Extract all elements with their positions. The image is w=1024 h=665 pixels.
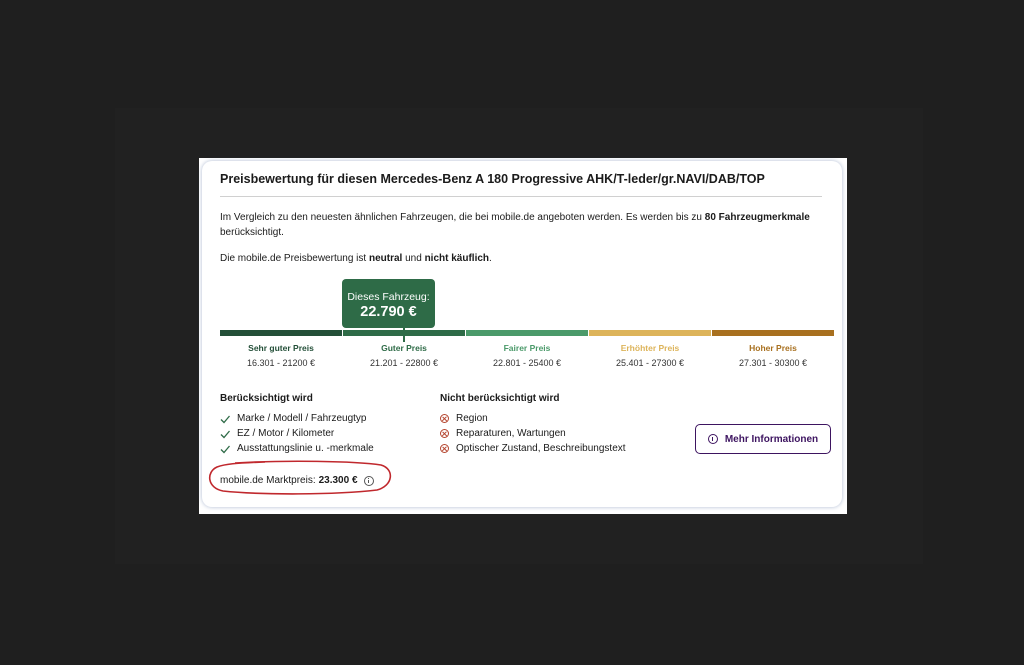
market-price-value: 23.300 € bbox=[318, 475, 358, 486]
rating-text-part: Die mobile.de Preisbewertung ist bbox=[220, 253, 369, 264]
price-scale-label: Erhöhter Preis bbox=[620, 343, 680, 353]
more-info-button[interactable] bbox=[695, 424, 831, 454]
not-considered-list bbox=[440, 411, 626, 456]
price-scale-label: Sehr guter Preis bbox=[248, 343, 314, 353]
price-scale-label: Hoher Preis bbox=[749, 343, 797, 353]
list-item bbox=[440, 426, 626, 441]
rating-text-part: . bbox=[489, 253, 492, 264]
list-item-label: Region bbox=[456, 413, 488, 424]
list-item-label: Marke / Modell / Fahrzeugtyp bbox=[237, 413, 367, 424]
price-scale-segment bbox=[466, 330, 588, 336]
price-scale-range: 27.301 - 30300 € bbox=[738, 358, 808, 368]
intro-text-bold: 80 Fahrzeugmerkmale bbox=[704, 212, 810, 223]
more-info-label: Mehr Informationen bbox=[724, 433, 819, 445]
list-item bbox=[220, 426, 374, 441]
vehicle-price-label: Dieses Fahrzeug: bbox=[347, 291, 430, 303]
not-considered-heading: Nicht berücksichtigt wird bbox=[440, 393, 560, 404]
list-item bbox=[220, 411, 374, 426]
rating-not-buyable: nicht käuflich bbox=[424, 253, 490, 264]
info-icon bbox=[708, 434, 718, 444]
vehicle-price-value: 22.790 € bbox=[360, 304, 417, 320]
check-icon bbox=[220, 444, 230, 454]
intro-text-part: Im Vergleich zu den neuesten ähnlichen Fahrzeugen, die bei mobile.de angeboten werden. Es werden bis zu bbox=[220, 212, 705, 223]
price-scale-range: 21.201 - 22800 € bbox=[369, 358, 439, 368]
price-scale-range: 25.401 - 27300 € bbox=[615, 358, 685, 368]
list-item bbox=[440, 411, 626, 426]
list-item-label: Ausstattungslinie u. -merkmale bbox=[237, 443, 374, 454]
x-circle-icon bbox=[440, 444, 449, 453]
price-scale-segment bbox=[589, 330, 711, 336]
list-item bbox=[220, 441, 374, 456]
market-price-label: mobile.de Marktpreis: bbox=[220, 475, 316, 486]
price-scale-range: 16.301 - 21200 € bbox=[246, 358, 316, 368]
price-rating-card bbox=[202, 161, 842, 507]
price-scale-label: Fairer Preis bbox=[503, 343, 551, 353]
list-item bbox=[440, 441, 626, 456]
list-item-label: EZ / Motor / Kilometer bbox=[237, 428, 335, 439]
vehicle-price-tooltip bbox=[342, 279, 435, 328]
price-scale-segment bbox=[220, 330, 342, 336]
considered-heading: Berücksichtigt wird bbox=[220, 393, 313, 404]
check-icon bbox=[220, 414, 230, 424]
list-item-label: Optischer Zustand, Beschreibungstext bbox=[456, 443, 626, 454]
price-scale-range: 22.801 - 25400 € bbox=[492, 358, 562, 368]
price-scale-segment bbox=[712, 330, 834, 336]
intro-text-part: berücksichtigt. bbox=[220, 227, 284, 238]
card-title: Preisbewertung für diesen Mercedes-Benz A 180 Progressive AHK/T-leder/gr.NAVI/DAB/TOP bbox=[220, 172, 765, 186]
price-scale-segment bbox=[343, 330, 465, 336]
considered-list bbox=[220, 411, 374, 456]
check-icon bbox=[220, 429, 230, 439]
rating-neutral: neutral bbox=[368, 253, 403, 264]
red-annotation-circle bbox=[205, 460, 395, 496]
divider bbox=[220, 196, 822, 197]
list-item-label: Reparaturen, Wartungen bbox=[456, 428, 566, 439]
x-circle-icon bbox=[440, 414, 449, 423]
intro-text bbox=[220, 210, 830, 240]
x-circle-icon bbox=[440, 429, 449, 438]
rating-text bbox=[220, 251, 830, 266]
price-scale-label: Guter Preis bbox=[381, 343, 427, 353]
rating-text-part: und bbox=[402, 253, 425, 264]
